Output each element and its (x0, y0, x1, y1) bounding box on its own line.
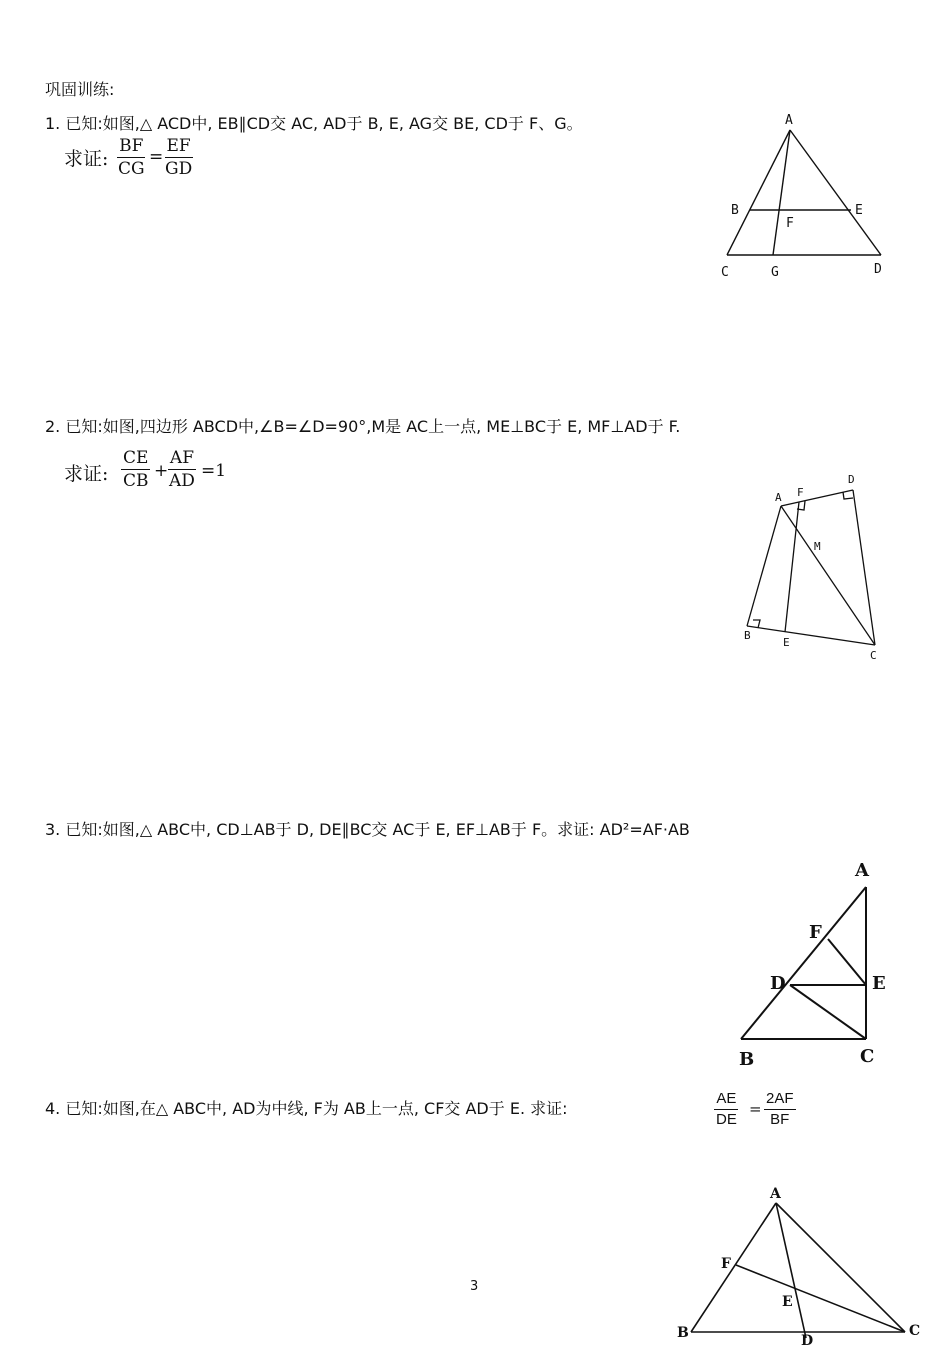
fraction-denominator: CG (118, 159, 145, 179)
label-c: C (909, 1323, 921, 1339)
problem-1-statement: 1. 已知:如图,△ ACD中, EB∥CD交 AC, AD于 B, E, AG交 BE, CD于 F、G。 (45, 114, 583, 133)
section-title: 巩固训练: (45, 80, 115, 99)
label-c: C (721, 265, 729, 280)
problem-2-statement: 2. 已知:如图,四边形 ABCD中,∠B=∠D=90°,M是 AC上一点, ME⊥BC于 E, MF⊥AD于 F. (45, 417, 681, 436)
fraction-denominator: GD (165, 159, 193, 179)
fraction-denominator: CB (123, 471, 149, 491)
label-d: D (874, 262, 882, 277)
fraction-numerator: AF (169, 448, 194, 468)
plus-sign: + (154, 461, 169, 481)
label-e: E (783, 636, 790, 649)
label-e: E (782, 1294, 793, 1310)
label-d: D (848, 473, 855, 486)
problem-2-prove-label: 求证: (64, 463, 109, 485)
label-f: F (721, 1256, 731, 1272)
label-e: E (855, 203, 863, 218)
problem-4-statement: 4. 已知:如图,在△ ABC中, AD为中线, F为 AB上一点, CF交 AD于 E. 求证: (45, 1099, 568, 1118)
page-number: 3 (470, 1279, 479, 1294)
fraction-denominator: BF (770, 1111, 790, 1128)
label-m: M (814, 540, 821, 553)
label-b: B (744, 629, 751, 642)
equals-sign: = (149, 147, 164, 167)
label-b: B (677, 1325, 689, 1341)
label-e: E (872, 973, 886, 994)
equals-sign: = (749, 1100, 762, 1118)
label-a: A (855, 860, 869, 881)
label-d: D (801, 1333, 814, 1345)
label-a: A (785, 113, 793, 128)
label-f: F (809, 922, 822, 943)
fraction-denominator: AD (169, 471, 195, 491)
equals-one: =1 (201, 461, 227, 481)
fraction-numerator: EF (166, 136, 191, 156)
label-c: C (870, 649, 877, 662)
fraction-numerator: BF (119, 136, 144, 156)
label-b: B (739, 1049, 755, 1070)
label-a: A (775, 491, 782, 504)
fraction-numerator: AE (714, 1090, 738, 1110)
fraction-numerator: CE (123, 448, 149, 468)
fraction-numerator: 2AF (764, 1090, 796, 1110)
label-f: F (797, 486, 804, 499)
label-c: C (860, 1046, 875, 1067)
label-a: A (770, 1186, 781, 1202)
label-b: B (731, 203, 739, 218)
problem-3-statement: 3. 已知:如图,△ ABC中, CD⊥AB于 D, DE∥BC交 AC于 E, EF⊥AB于 F。求证: AD²=AF·AB (45, 820, 690, 839)
label-g: G (771, 265, 779, 280)
fraction-denominator: DE (716, 1111, 737, 1128)
label-d: D (770, 973, 786, 994)
problem-1-prove-label: 求证: (64, 148, 109, 170)
label-f: F (786, 216, 794, 231)
